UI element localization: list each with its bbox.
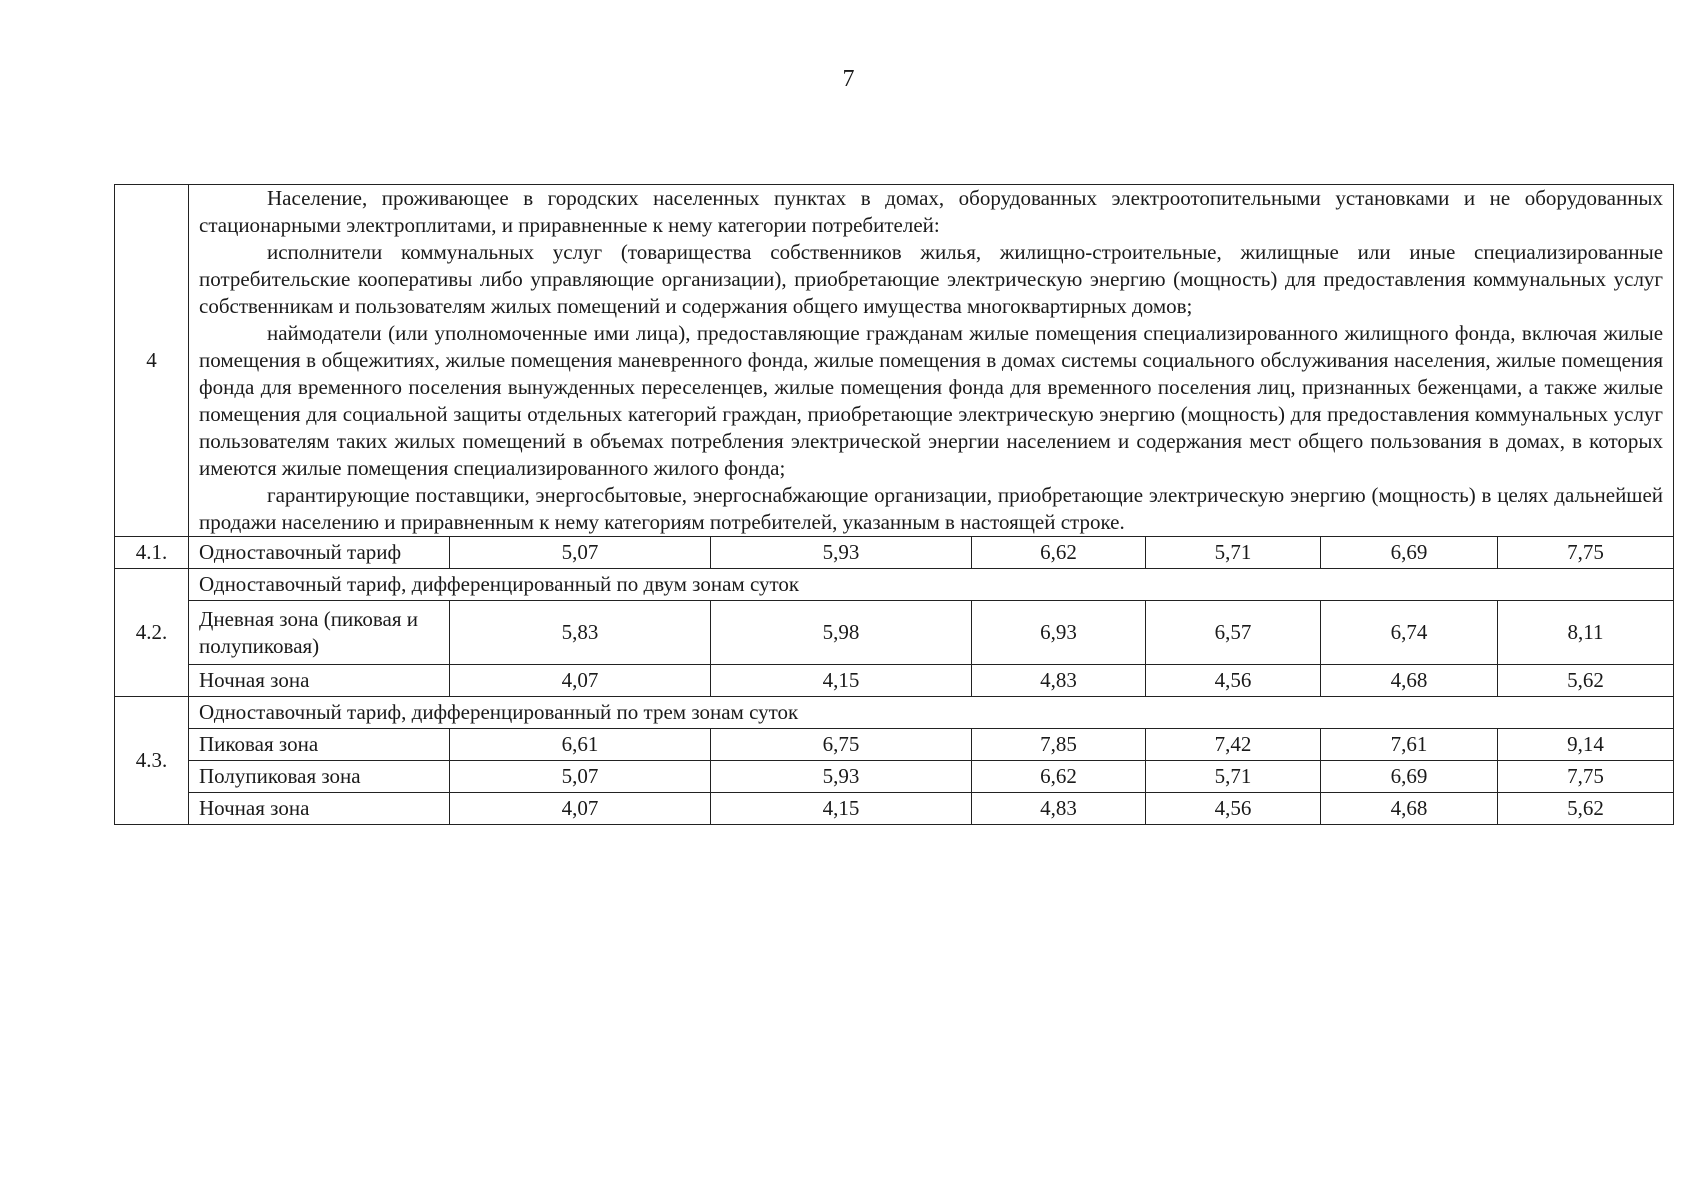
tariff-label: Ночная зона <box>189 665 450 697</box>
tariff-value: 6,62 <box>972 761 1146 793</box>
tariff-value: 8,11 <box>1498 601 1674 665</box>
tariff-label: Дневная зона (пиковая и полупиковая) <box>189 601 450 665</box>
tariff-label: Ночная зона <box>189 793 450 825</box>
tariff-value: 4,15 <box>711 665 972 697</box>
tariff-value: 6,61 <box>450 729 711 761</box>
tariff-value: 6,75 <box>711 729 972 761</box>
table-row <box>115 697 1674 729</box>
tariff-value: 5,62 <box>1498 793 1674 825</box>
tariff-value: 4,68 <box>1321 665 1498 697</box>
table-row <box>115 537 1674 569</box>
row-number: 4.1. <box>115 537 189 569</box>
tariff-value: 5,71 <box>1146 761 1321 793</box>
tariff-group-title: Одноставочный тариф, дифференцированный по двум зонам суток <box>189 569 1674 601</box>
description-paragraph: гарантирующие поставщики, энергосбытовые, энергоснабжающие организации, приобретающие электрическую энергию (мощность) в целях дальнейшей продажи населению и приравненным к нему категориям потребителей, указанным в настоящей строке. <box>199 483 1664 534</box>
tariff-value: 5,98 <box>711 601 972 665</box>
tariff-label: Пиковая зона <box>189 729 450 761</box>
tariff-value: 6,93 <box>972 601 1146 665</box>
section-row-4 <box>115 185 1674 537</box>
tariff-value: 5,83 <box>450 601 711 665</box>
section-number: 4 <box>115 185 189 537</box>
tariff-value: 4,56 <box>1146 793 1321 825</box>
tariff-value: 6,62 <box>972 537 1146 569</box>
description-paragraph: исполнители коммунальных услуг (товарищества собственников жилья, жилищно-строительные, жилищные или иные специализированные потребительские кооперативы либо управляющие организации), приобретающие электрическую энергию (мощность) для предоставления коммунальных услуг собственникам и пользователям жилых помещений и содержания общего имущества многоквартирных домов; <box>199 240 1664 318</box>
tariff-value: 5,07 <box>450 761 711 793</box>
row-number: 4.3. <box>115 697 189 825</box>
table-row <box>115 729 1674 761</box>
tariff-value: 6,69 <box>1321 537 1498 569</box>
tariff-label: Одноставочный тариф <box>189 537 450 569</box>
tariff-value: 4,68 <box>1321 793 1498 825</box>
tariff-value: 6,69 <box>1321 761 1498 793</box>
table-row <box>115 665 1674 697</box>
tariff-table <box>114 184 1674 825</box>
tariff-value: 6,74 <box>1321 601 1498 665</box>
tariff-value: 5,62 <box>1498 665 1674 697</box>
tariff-group-title: Одноставочный тариф, дифференцированный по трем зонам суток <box>189 697 1674 729</box>
description-paragraph: Население, проживающее в городских населенных пунктах в домах, оборудованных электроотопительными установками и не оборудованных стационарными электроплитами, и приравненные к нему категории потребителей: <box>199 186 1664 237</box>
tariff-value: 7,42 <box>1146 729 1321 761</box>
tariff-value: 6,57 <box>1146 601 1321 665</box>
tariff-value: 5,93 <box>711 761 972 793</box>
tariff-value: 7,61 <box>1321 729 1498 761</box>
table-row <box>115 793 1674 825</box>
row-number: 4.2. <box>115 569 189 697</box>
tariff-label: Полупиковая зона <box>189 761 450 793</box>
tariff-value: 5,71 <box>1146 537 1321 569</box>
tariff-value: 5,93 <box>711 537 972 569</box>
tariff-value: 4,07 <box>450 793 711 825</box>
section-description <box>189 185 1674 537</box>
table-row <box>115 569 1674 601</box>
description-paragraph: наймодатели (или уполномоченные ими лица), предоставляющие гражданам жилые помещения специализированного жилищного фонда, включая жилые помещения в общежитиях, жилые помещения маневренного фонда, жилые помещения в домах системы социального обслуживания населения, жилые помещения фонда для временного поселения вынужденных переселенцев, жилые помещения фонда для временного поселения лиц, признанных беженцами, а также жилые помещения для социальной защиты отдельных категорий граждан, приобретающие электрическую энергию (мощность) для предоставления коммунальных услуг пользователям таких жилых помещений в объемах потребления электрической энергии населением и содержания мест общего пользования в домах, в которых имеются жилые помещения специализированного жилого фонда; <box>199 321 1664 480</box>
tariff-value: 7,85 <box>972 729 1146 761</box>
tariff-value: 7,75 <box>1498 537 1674 569</box>
table-row <box>115 601 1674 665</box>
tariff-value: 9,14 <box>1498 729 1674 761</box>
tariff-value: 4,07 <box>450 665 711 697</box>
tariff-value: 5,07 <box>450 537 711 569</box>
tariff-value: 4,15 <box>711 793 972 825</box>
tariff-value: 7,75 <box>1498 761 1674 793</box>
tariff-value: 4,56 <box>1146 665 1321 697</box>
tariff-value: 4,83 <box>972 793 1146 825</box>
page-number: 7 <box>842 66 855 92</box>
tariff-value: 4,83 <box>972 665 1146 697</box>
table-row <box>115 761 1674 793</box>
